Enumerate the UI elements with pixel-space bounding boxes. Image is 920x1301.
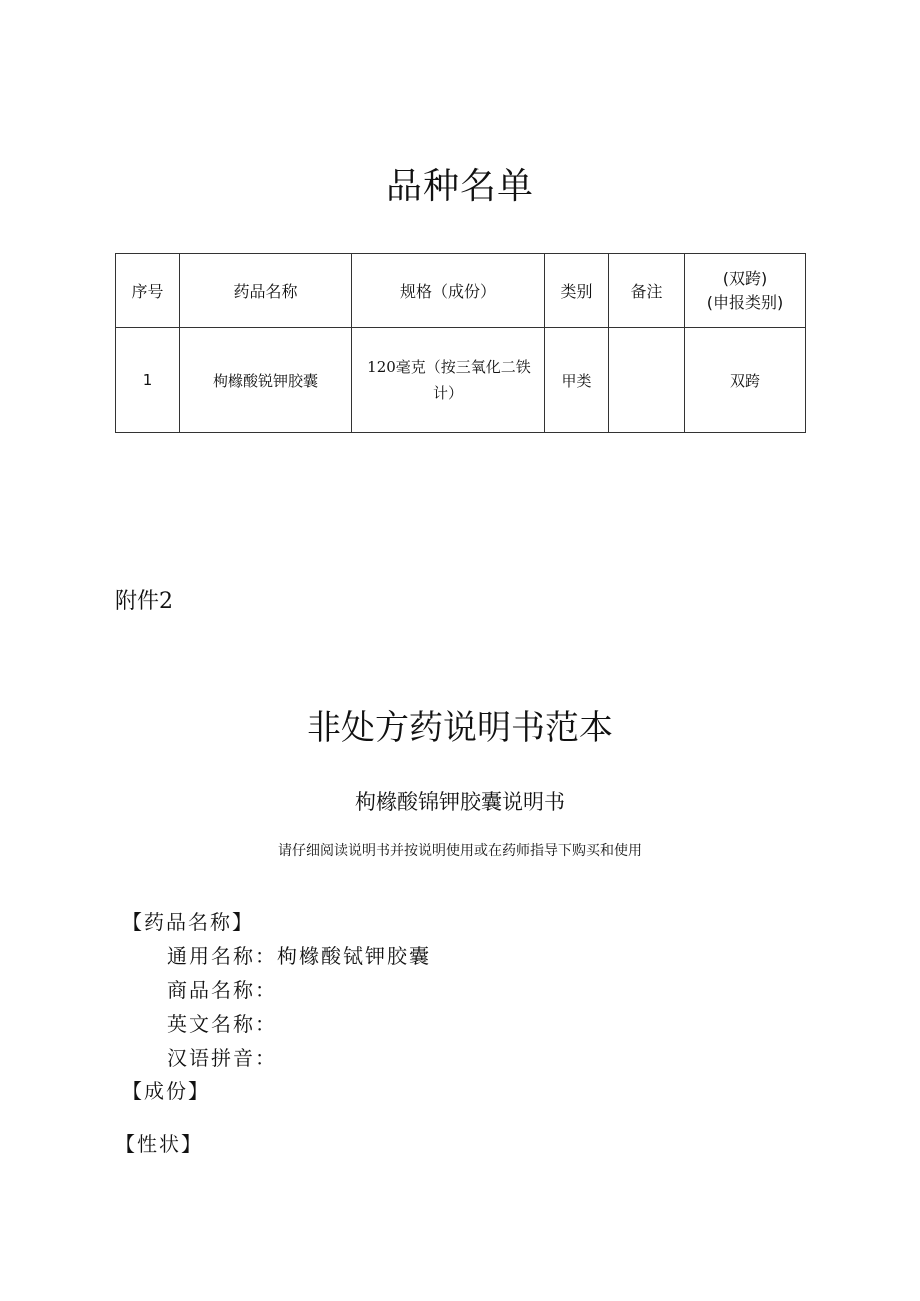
cell-remark <box>609 328 685 433</box>
leaflet-title: 枸橼酸锦钾胶囊说明书 <box>355 790 565 814</box>
generic-name-line: 通用名称：枸橼酸铽钾胶囊 <box>167 944 431 968</box>
header-category: 类别 <box>545 254 609 328</box>
header-remark: 备注 <box>609 254 685 328</box>
attachment-label: 附件2 <box>115 589 173 614</box>
cell-seq: 1 <box>116 328 180 433</box>
header-seq: 序号 <box>116 254 180 328</box>
variety-table <box>115 253 806 433</box>
header-declare-line1: (双跨) <box>722 268 768 288</box>
table-header-row <box>116 254 806 328</box>
header-declare-line2: (申报类别) <box>706 292 784 312</box>
composition-header: 【成份】 <box>122 1079 210 1103</box>
trade-name-line: 商品名称： <box>167 978 277 1002</box>
appearance-header: 【性状】 <box>115 1132 203 1156</box>
cell-spec-line1: 120毫克（按三氧化二铁 <box>367 358 531 376</box>
sample-title: 非处方药说明书范本 <box>307 708 613 748</box>
english-name-line: 英文名称： <box>167 1012 277 1036</box>
table-row <box>116 328 806 433</box>
usage-warning: 请仔细阅读说明书并按说明使用或在药师指导下购买和使用 <box>278 843 642 859</box>
pinyin-line: 汉语拼音： <box>167 1046 277 1070</box>
cell-spec <box>352 328 545 433</box>
page-title: 品种名单 <box>385 166 534 207</box>
cell-drug-name: 枸橼酸锐钾胶囊 <box>180 328 352 433</box>
cell-spec-line2: 计） <box>432 384 463 402</box>
header-spec: 规格（成份） <box>352 254 545 328</box>
drug-name-header: 【药品名称】 <box>122 910 254 934</box>
cell-declare: 双跨 <box>685 328 806 433</box>
cell-category: 甲类 <box>545 328 609 433</box>
header-drug-name: 药品名称 <box>180 254 352 328</box>
header-declare-category <box>685 254 806 328</box>
